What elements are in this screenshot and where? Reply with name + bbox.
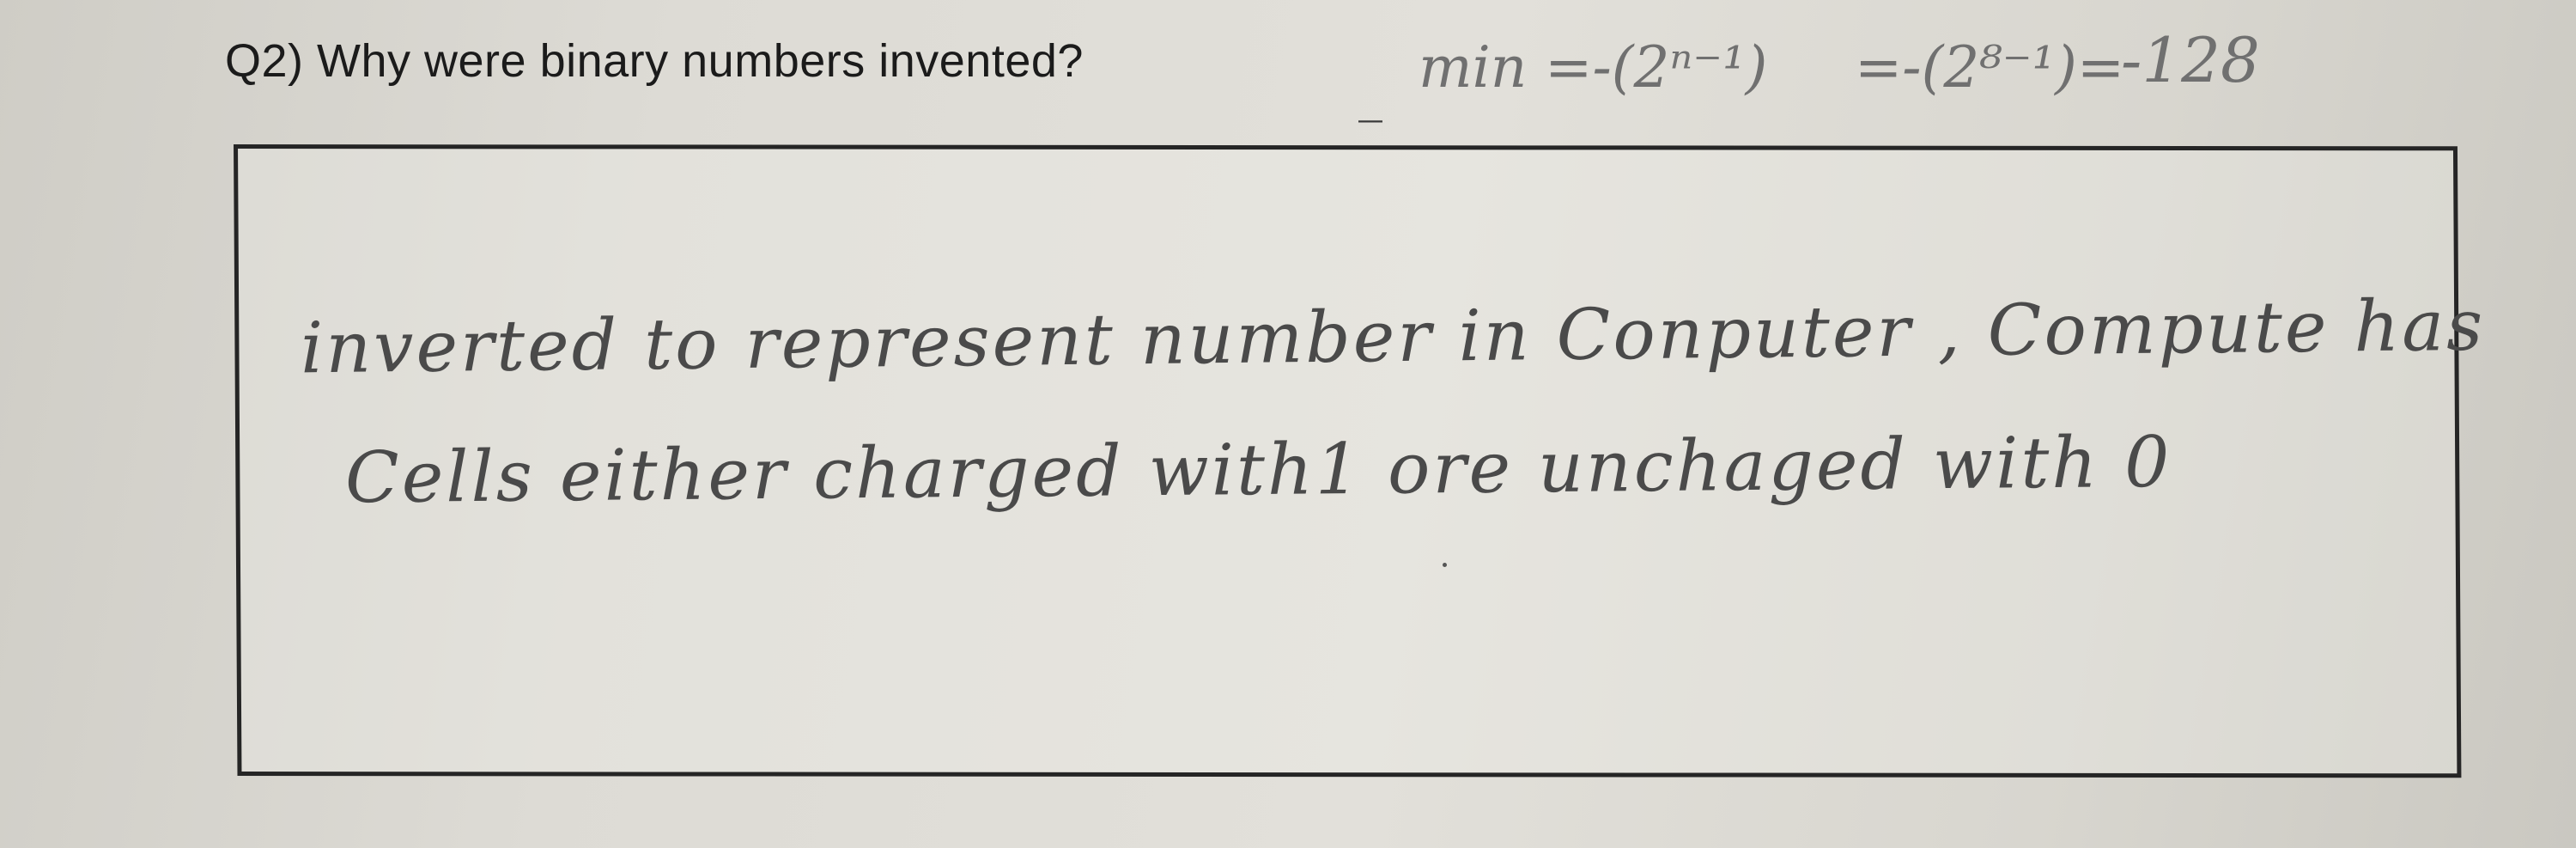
- calc-dash: _: [1358, 67, 1382, 123]
- answer-line-1: inverted to represent number in Conputer , Compute has: [300, 284, 2486, 390]
- calc-substituted-expression: =-(2⁸⁻¹)=: [1855, 34, 2125, 101]
- calc-min-expression: min =-(2ⁿ⁻¹): [1419, 34, 1768, 101]
- pen-dot: [1443, 563, 1447, 567]
- answer-line-2: Cells either charged with1 ore unchaged with 0: [344, 421, 2172, 520]
- calc-result: -128: [2121, 24, 2260, 96]
- question-text: Q2) Why were binary numbers invented?: [225, 35, 1084, 87]
